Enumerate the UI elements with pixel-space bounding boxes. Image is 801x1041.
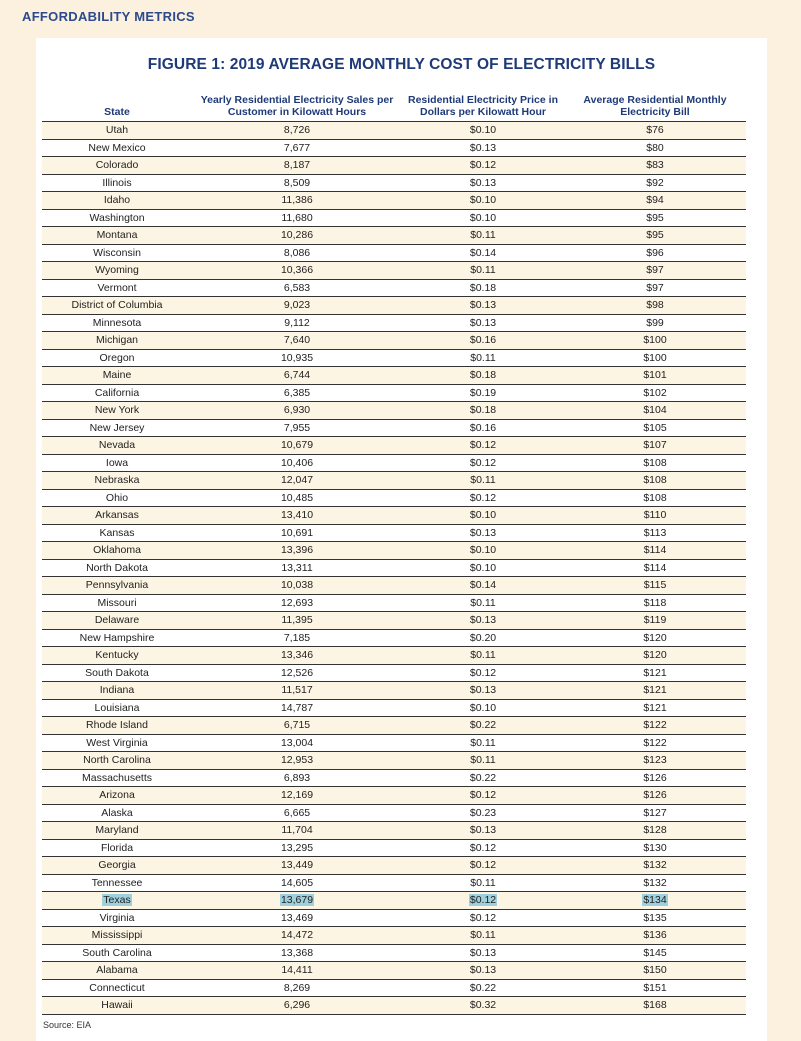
cell-price: $0.13 — [402, 174, 564, 192]
column-header-bill: Average Residential Monthly Electricity Bill — [564, 88, 746, 122]
table-row — [42, 664, 746, 682]
cell-bill: $83 — [564, 157, 746, 175]
cell-bill: $122 — [564, 717, 746, 735]
cell-bill: $108 — [564, 489, 746, 507]
cell-price: $0.11 — [402, 734, 564, 752]
cell-sales: 7,677 — [192, 139, 402, 157]
table-row — [42, 927, 746, 945]
cell-price: $0.13 — [402, 962, 564, 980]
cell-sales: 6,930 — [192, 402, 402, 420]
table-row — [42, 944, 746, 962]
cell-state: California — [42, 384, 192, 402]
cell-price: $0.10 — [402, 699, 564, 717]
table-row — [42, 752, 746, 770]
cell-state: Indiana — [42, 682, 192, 700]
cell-sales: 13,449 — [192, 857, 402, 875]
figure-panel — [36, 38, 767, 1041]
cell-bill: $151 — [564, 979, 746, 997]
cell-price: $0.12 — [402, 664, 564, 682]
cell-bill: $120 — [564, 647, 746, 665]
cell-price: $0.10 — [402, 542, 564, 560]
cell-bill: $121 — [564, 682, 746, 700]
table-row — [42, 437, 746, 455]
cell-state: Virginia — [42, 909, 192, 927]
cell-state: Georgia — [42, 857, 192, 875]
cell-bill: $145 — [564, 944, 746, 962]
cell-bill: $107 — [564, 437, 746, 455]
cell-sales: 8,086 — [192, 244, 402, 262]
cell-bill: $128 — [564, 822, 746, 840]
cell-bill: $123 — [564, 752, 746, 770]
cell-bill: $108 — [564, 454, 746, 472]
table-row — [42, 787, 746, 805]
table-row — [42, 857, 746, 875]
cell-price: $0.14 — [402, 577, 564, 595]
table-row — [42, 734, 746, 752]
table-row — [42, 717, 746, 735]
cell-price: $0.16 — [402, 419, 564, 437]
cell-state: Louisiana — [42, 699, 192, 717]
cell-price: $0.20 — [402, 629, 564, 647]
cell-bill: $108 — [564, 472, 746, 490]
cell-state: Colorado — [42, 157, 192, 175]
cell-bill: $97 — [564, 279, 746, 297]
cell-sales: 11,704 — [192, 822, 402, 840]
cell-price: $0.11 — [402, 349, 564, 367]
cell-state: Massachusetts — [42, 769, 192, 787]
cell-bill: $76 — [564, 122, 746, 140]
table-row — [42, 682, 746, 700]
cell-sales: 14,787 — [192, 699, 402, 717]
cell-state: New Jersey — [42, 419, 192, 437]
cell-state: Missouri — [42, 594, 192, 612]
table-row — [42, 542, 746, 560]
cell-state: Hawaii — [42, 997, 192, 1015]
cell-bill: $119 — [564, 612, 746, 630]
cell-price: $0.11 — [402, 927, 564, 945]
cell-sales: 6,744 — [192, 367, 402, 385]
cell-state: Wisconsin — [42, 244, 192, 262]
cell-state: Pennsylvania — [42, 577, 192, 595]
cell-state: Florida — [42, 839, 192, 857]
cell-price: $0.10 — [402, 192, 564, 210]
cell-sales: 8,187 — [192, 157, 402, 175]
cell-price: $0.12 — [402, 437, 564, 455]
cell-state: New York — [42, 402, 192, 420]
cell-state: Alaska — [42, 804, 192, 822]
cell-sales: 13,410 — [192, 507, 402, 525]
cell-bill: $115 — [564, 577, 746, 595]
cell-price: $0.13 — [402, 612, 564, 630]
table-row — [42, 349, 746, 367]
table-row — [42, 367, 746, 385]
cell-state: New Hampshire — [42, 629, 192, 647]
cell-bill: $100 — [564, 332, 746, 350]
table-row — [42, 874, 746, 892]
cell-sales: 6,385 — [192, 384, 402, 402]
section-label: AFFORDABILITY METRICS — [22, 9, 195, 24]
cell-price: $0.13 — [402, 297, 564, 315]
cell-sales: 13,004 — [192, 734, 402, 752]
cell-price: $0.12 — [402, 787, 564, 805]
table-row — [42, 629, 746, 647]
cell-bill: $122 — [564, 734, 746, 752]
cell-state: Nebraska — [42, 472, 192, 490]
cell-sales: 6,296 — [192, 997, 402, 1015]
column-header-state: State — [42, 88, 192, 122]
cell-sales: 8,509 — [192, 174, 402, 192]
cell-price: $0.13 — [402, 314, 564, 332]
cell-sales: 10,366 — [192, 262, 402, 280]
cell-bill: $104 — [564, 402, 746, 420]
cell-state: Delaware — [42, 612, 192, 630]
cell-state: South Dakota — [42, 664, 192, 682]
table-row — [42, 192, 746, 210]
table-row — [42, 209, 746, 227]
figure-title: FIGURE 1: 2019 AVERAGE MONTHLY COST OF ELECTRICITY BILLS — [147, 56, 656, 73]
cell-state: Illinois — [42, 174, 192, 192]
cell-price — [402, 892, 564, 910]
cell-sales: 13,295 — [192, 839, 402, 857]
highlighted-value: $0.12 — [469, 894, 497, 907]
cell-sales: 13,346 — [192, 647, 402, 665]
cell-state: Wyoming — [42, 262, 192, 280]
cell-price: $0.14 — [402, 244, 564, 262]
cell-sales: 6,665 — [192, 804, 402, 822]
cell-state: Iowa — [42, 454, 192, 472]
cell-sales: 10,485 — [192, 489, 402, 507]
cell-state: Maryland — [42, 822, 192, 840]
cell-sales: 10,935 — [192, 349, 402, 367]
cell-bill: $126 — [564, 769, 746, 787]
table-row — [42, 577, 746, 595]
cell-bill: $95 — [564, 227, 746, 245]
data-table — [42, 88, 746, 1015]
cell-sales: 11,386 — [192, 192, 402, 210]
table-row — [42, 157, 746, 175]
cell-state: Mississippi — [42, 927, 192, 945]
cell-sales: 9,023 — [192, 297, 402, 315]
cell-bill: $105 — [564, 419, 746, 437]
cell-price: $0.11 — [402, 227, 564, 245]
table-row — [42, 769, 746, 787]
cell-sales: 9,112 — [192, 314, 402, 332]
cell-price: $0.10 — [402, 507, 564, 525]
table-row — [42, 822, 746, 840]
cell-sales: 11,680 — [192, 209, 402, 227]
cell-sales: 13,311 — [192, 559, 402, 577]
cell-state: Minnesota — [42, 314, 192, 332]
cell-price: $0.18 — [402, 367, 564, 385]
cell-bill: $121 — [564, 664, 746, 682]
cell-bill: $102 — [564, 384, 746, 402]
table-row — [42, 997, 746, 1015]
cell-price: $0.10 — [402, 122, 564, 140]
cell-price: $0.13 — [402, 822, 564, 840]
cell-sales: 12,693 — [192, 594, 402, 612]
cell-bill: $136 — [564, 927, 746, 945]
table-row — [42, 402, 746, 420]
cell-bill: $135 — [564, 909, 746, 927]
cell-state: Arizona — [42, 787, 192, 805]
cell-bill: $80 — [564, 139, 746, 157]
cell-state: Utah — [42, 122, 192, 140]
cell-bill: $110 — [564, 507, 746, 525]
cell-sales: 12,526 — [192, 664, 402, 682]
cell-state: West Virginia — [42, 734, 192, 752]
cell-sales: 7,640 — [192, 332, 402, 350]
cell-price: $0.10 — [402, 209, 564, 227]
cell-bill: $92 — [564, 174, 746, 192]
table-row — [42, 122, 746, 140]
table-row — [42, 507, 746, 525]
table-row — [42, 559, 746, 577]
cell-state: Rhode Island — [42, 717, 192, 735]
table-header-row — [42, 88, 746, 122]
cell-sales: 7,185 — [192, 629, 402, 647]
cell-bill: $121 — [564, 699, 746, 717]
cell-sales: 6,715 — [192, 717, 402, 735]
cell-price: $0.12 — [402, 839, 564, 857]
table-row — [42, 892, 746, 910]
cell-bill: $114 — [564, 542, 746, 560]
cell-price: $0.12 — [402, 489, 564, 507]
cell-state: Tennessee — [42, 874, 192, 892]
column-header-sales: Yearly Residential Electricity Sales per Customer in Kilowatt Hours — [192, 88, 402, 122]
cell-price: $0.11 — [402, 752, 564, 770]
cell-sales: 10,038 — [192, 577, 402, 595]
cell-sales: 11,395 — [192, 612, 402, 630]
cell-bill: $132 — [564, 857, 746, 875]
cell-sales: 7,955 — [192, 419, 402, 437]
cell-bill: $98 — [564, 297, 746, 315]
column-header-price: Residential Electricity Price in Dollars per Kilowatt Hour — [402, 88, 564, 122]
cell-bill: $99 — [564, 314, 746, 332]
table-row — [42, 227, 746, 245]
cell-sales: 13,368 — [192, 944, 402, 962]
table-row — [42, 524, 746, 542]
cell-price: $0.12 — [402, 909, 564, 927]
cell-sales: 13,396 — [192, 542, 402, 560]
cell-price: $0.10 — [402, 559, 564, 577]
cell-bill: $132 — [564, 874, 746, 892]
cell-price: $0.12 — [402, 454, 564, 472]
cell-price: $0.12 — [402, 157, 564, 175]
cell-sales: 8,726 — [192, 122, 402, 140]
cell-state: Vermont — [42, 279, 192, 297]
table-row — [42, 962, 746, 980]
cell-price: $0.11 — [402, 594, 564, 612]
cell-bill: $126 — [564, 787, 746, 805]
cell-bill: $114 — [564, 559, 746, 577]
cell-state: New Mexico — [42, 139, 192, 157]
table-row — [42, 419, 746, 437]
cell-state: Arkansas — [42, 507, 192, 525]
cell-price: $0.11 — [402, 874, 564, 892]
cell-price: $0.13 — [402, 524, 564, 542]
cell-state: Montana — [42, 227, 192, 245]
table-row — [42, 384, 746, 402]
table-row — [42, 489, 746, 507]
cell-price: $0.22 — [402, 979, 564, 997]
table-row — [42, 594, 746, 612]
cell-state: Kentucky — [42, 647, 192, 665]
table-row — [42, 139, 746, 157]
cell-state: Oregon — [42, 349, 192, 367]
table-row — [42, 647, 746, 665]
cell-price: $0.11 — [402, 262, 564, 280]
cell-price: $0.12 — [402, 857, 564, 875]
cell-price: $0.23 — [402, 804, 564, 822]
cell-bill: $120 — [564, 629, 746, 647]
cell-sales: 12,169 — [192, 787, 402, 805]
cell-sales: 11,517 — [192, 682, 402, 700]
table-row — [42, 909, 746, 927]
cell-price: $0.11 — [402, 472, 564, 490]
cell-sales: 6,583 — [192, 279, 402, 297]
cell-price: $0.32 — [402, 997, 564, 1015]
cell-sales: 12,953 — [192, 752, 402, 770]
cell-price: $0.11 — [402, 647, 564, 665]
cell-sales: 10,679 — [192, 437, 402, 455]
cell-price: $0.22 — [402, 769, 564, 787]
cell-bill: $95 — [564, 209, 746, 227]
highlighted-value: $134 — [643, 894, 667, 907]
cell-state: North Carolina — [42, 752, 192, 770]
cell-bill: $130 — [564, 839, 746, 857]
cell-bill: $100 — [564, 349, 746, 367]
cell-bill: $101 — [564, 367, 746, 385]
cell-sales: 8,269 — [192, 979, 402, 997]
cell-bill: $118 — [564, 594, 746, 612]
table-row — [42, 454, 746, 472]
source-note: Source: EIA — [43, 1020, 92, 1030]
cell-state: Nevada — [42, 437, 192, 455]
table-row — [42, 244, 746, 262]
cell-price: $0.18 — [402, 402, 564, 420]
highlighted-value: Texas — [103, 894, 131, 907]
cell-sales: 13,469 — [192, 909, 402, 927]
cell-state: Idaho — [42, 192, 192, 210]
cell-state — [42, 892, 192, 910]
cell-state: Connecticut — [42, 979, 192, 997]
cell-sales: 10,406 — [192, 454, 402, 472]
cell-sales: 10,286 — [192, 227, 402, 245]
cell-state: District of Columbia — [42, 297, 192, 315]
cell-bill: $94 — [564, 192, 746, 210]
cell-state: Kansas — [42, 524, 192, 542]
cell-sales: 6,893 — [192, 769, 402, 787]
table-row — [42, 279, 746, 297]
cell-price: $0.13 — [402, 944, 564, 962]
table-row — [42, 979, 746, 997]
cell-bill — [564, 892, 746, 910]
table-row — [42, 332, 746, 350]
cell-price: $0.22 — [402, 717, 564, 735]
cell-sales: 12,047 — [192, 472, 402, 490]
cell-price: $0.16 — [402, 332, 564, 350]
cell-sales: 14,411 — [192, 962, 402, 980]
cell-price: $0.13 — [402, 682, 564, 700]
cell-state: Alabama — [42, 962, 192, 980]
table-row — [42, 699, 746, 717]
table-row — [42, 314, 746, 332]
cell-state: Maine — [42, 367, 192, 385]
table-row — [42, 472, 746, 490]
cell-price: $0.19 — [402, 384, 564, 402]
cell-sales: 10,691 — [192, 524, 402, 542]
highlighted-value: 13,679 — [280, 894, 314, 907]
cell-state: North Dakota — [42, 559, 192, 577]
cell-bill: $113 — [564, 524, 746, 542]
cell-price: $0.13 — [402, 139, 564, 157]
cell-state: South Carolina — [42, 944, 192, 962]
cell-bill: $150 — [564, 962, 746, 980]
cell-state: Washington — [42, 209, 192, 227]
cell-sales — [192, 892, 402, 910]
cell-sales: 14,472 — [192, 927, 402, 945]
table-row — [42, 262, 746, 280]
table-row — [42, 297, 746, 315]
cell-price: $0.18 — [402, 279, 564, 297]
cell-bill: $127 — [564, 804, 746, 822]
table-row — [42, 804, 746, 822]
table-row — [42, 174, 746, 192]
cell-state: Ohio — [42, 489, 192, 507]
cell-sales: 14,605 — [192, 874, 402, 892]
cell-bill: $97 — [564, 262, 746, 280]
cell-state: Oklahoma — [42, 542, 192, 560]
cell-bill: $96 — [564, 244, 746, 262]
cell-bill: $168 — [564, 997, 746, 1015]
cell-state: Michigan — [42, 332, 192, 350]
table-row — [42, 612, 746, 630]
table-row — [42, 839, 746, 857]
table-body — [42, 122, 746, 1015]
